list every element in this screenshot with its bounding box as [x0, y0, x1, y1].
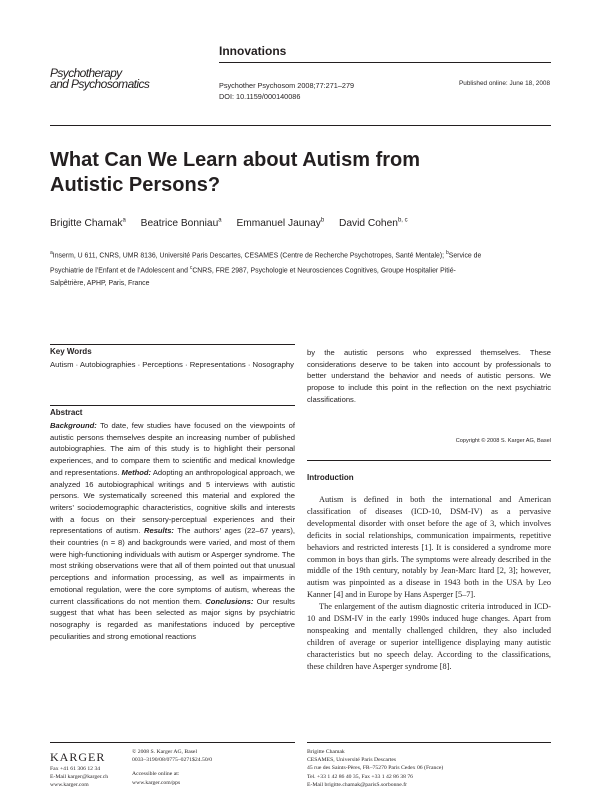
- section-label: Innovations: [219, 44, 287, 58]
- copyright-line: Copyright © 2008 S. Karger AG, Basel: [455, 438, 551, 444]
- title-top-rule: [50, 125, 551, 126]
- footer-rule-right: [307, 742, 551, 743]
- journal-logo-line2: and Psychosomatics: [50, 77, 150, 91]
- introduction-body: [307, 494, 551, 673]
- author: Beatrice Bonniau$^a$: [140, 218, 222, 230]
- citation: [219, 80, 354, 102]
- correspondence: Brigitte Chamak CESAMES, Université Paris Descartes 45 rue des Saints-Pères, FR–75270 Paris Cedex 06 (France) Tel. +33 1 42 86 40 35, Fax +33 1 42 86 38 76 E-Mail brigitte.chamak@parisS.sorbonne.fr: [307, 749, 444, 788]
- publisher-contact: Fax +41 61 306 12 34 E-Mail karger@karger.ch www.karger.com: [50, 766, 109, 789]
- keywords-text: Autism · Autobiographies · Perceptions · Representations · Nosography: [50, 360, 294, 369]
- background-text: To date, few studies have focused on the viewpoints of autistic persons themselves despite an increasing number of published autobiographies. The aim of this study is to highlight their personal experiences, and to compare them to scientific and medical knowledge and representations.: [50, 421, 295, 477]
- background-label: Background:: [50, 421, 97, 430]
- author: Emmanuel Jaunay$^b$: [236, 218, 325, 230]
- affiliation-a: Inserm, U 611, CNRS, UMR 8136, Université Paris Descartes, CESAMES (Centre de Recherche Psychotropes, Santé Mentale);: [52, 252, 445, 260]
- karger-logo: KARGER: [50, 750, 106, 764]
- results-text: The authors’ ages (22–67 years), their countries (n = 8) and backgrounds were varied, and most of them were high-functioning individuals with autism or Asperger syndrome. The most striking observations were that all of them pointed out that unusual perceptions and information processing, as well as impairments in emotional regulation, were the core symptoms of autism, whereas the current classifications do not mention them.: [50, 526, 295, 606]
- journal-logo-line1: Psychotherapy: [50, 66, 122, 80]
- introduction-heading: Introduction: [307, 473, 354, 482]
- abstract-text: [50, 420, 295, 642]
- affiliation-b: Service de Psychiatrie de l’Enfant et de l’Adolescent and: [50, 252, 482, 275]
- method-text: Adopting an anthropological approach, we analyzed 16 autobiographical writings and 5 interviews with autistic persons. We systematically screened this material and explored the writers’ sociodemographic characteristics, cognitive skills and interests with a focus on their sensory-perceptual experiences and their representations of autism.: [50, 467, 295, 536]
- abstract-continuation: by the autistic persons who expressed themselves. These considerations deserve to be taken into account by professionals to better understand the behavior and needs of autistic persons. We propose to include this point in the reflection on the next psychiatric classifications.: [307, 348, 551, 404]
- method-label: Method:: [121, 467, 152, 477]
- citation-line: Psychother Psychosom 2008;77:271–279: [219, 81, 355, 90]
- introduction-rule: [307, 460, 551, 461]
- journal-logo: [50, 68, 149, 90]
- author: David Cohen$^{b, c}$: [339, 218, 408, 230]
- author-list: [50, 218, 420, 229]
- keywords-rule: [50, 344, 295, 345]
- published-date: Published online: June 18, 2008: [459, 80, 550, 87]
- conclusions-text: Our results suggest that what has been selected as major signs by psychiatric nosography is regarded as manifestations induced by perceptive peculiarities and strong emotional reactions: [50, 596, 295, 641]
- abstract-heading: Abstract: [50, 408, 83, 417]
- footer-rule-left: [50, 742, 295, 743]
- author: Brigitte Chamak$^a$: [50, 218, 126, 230]
- conclusions-label: Conclusions:: [205, 596, 254, 606]
- footer-copyright: © 2008 S. Karger AG, Basel 0033–3190/08/0775–0271$24.50/0 Accessible online at: www.karger.com/pps: [132, 749, 213, 786]
- affiliation-c: CNRS, FRE 2987, Psychologie et Neurosciences Cognitives, Groupe Hospitalier Pitié-Salpêtrière, APHP, Paris, France: [50, 267, 456, 287]
- header-rule: [219, 62, 551, 63]
- abstract-rule: [50, 405, 295, 406]
- results-label: Results:: [143, 526, 174, 536]
- keywords-heading: Key Words: [50, 347, 92, 356]
- article-title: What Can We Learn about Autism from Autistic Persons?: [50, 149, 421, 196]
- doi[interactable]: DOI: 10.1159/000140086: [219, 92, 301, 101]
- paragraph: Autism is defined in both the international and American classification of diseases (ICD-10, DSM-IV) as a pervasive developmental disorder with onset before the age of 3, which involves deficits in social relationships, communication impairments, repetitive behaviors and restricted interests [1]. It is considered a syndrome more common in boys than girls. The symptoms were already described in the middle of the 19th century, notably by Jean-Marc Itard [2, 3]; however, autism was pinpointed as a disease in 1943 both in the USA by Leo Kanner [4] and in Europe by Hans Asperger [5–7].: [307, 495, 551, 600]
- affiliations: $^a$Inserm, U 611, CNRS, UMR 8136, Université Paris Descartes, CESAMES (Centre de Recherche Psychotropes, Santé Mentale); $^b$Service de Psychiatrie de l’Enfant et de l’Adolescent and $^c$CNRS, FRE 2987, Psychologie et Neurosciences Cognitives, Groupe Hospitalier Pitié-Salpêtrière, APHP, Paris, France: [50, 250, 482, 287]
- paragraph: The enlargement of the autism diagnostic criteria introduced in ICD-10 and DSM-IV in the early 1990s induced huge changes. Apart from nonspeaking and mentally challenged children, they also included children of average or superior intelligence displaying many autistic characteristics but no speech delay. According to the classifications, these children have Asperger syndrome [8].: [307, 602, 551, 671]
